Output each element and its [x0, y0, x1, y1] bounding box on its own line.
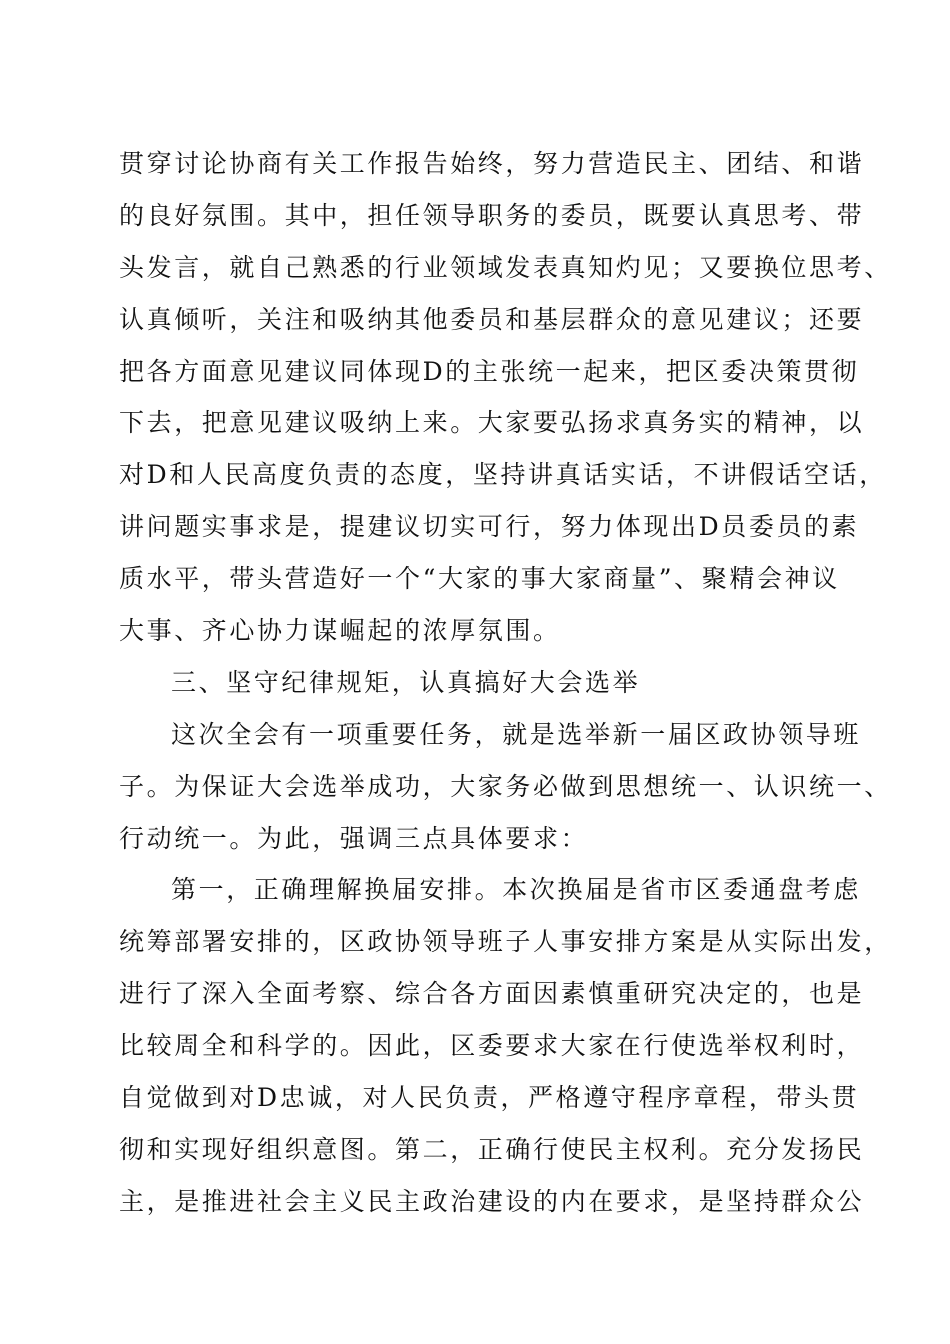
text-line: 统筹部署安排的，区政协领导班子人事安排方案是从实际出发，	[119, 927, 892, 957]
text-line: 彻和实现好组织意图。第二，正确行使民主权利。充分发扬民	[119, 1134, 865, 1164]
text-line: 进行了深入全面考察、综合各方面因素慎重研究决定的，也是	[119, 979, 865, 1009]
text-line: 主，是推进社会主义民主政治建设的内在要求，是坚持群众公	[119, 1186, 865, 1216]
text-line: 讲问题实事求是，提建议切实可行，努力体现出D员委员的素	[119, 512, 860, 542]
document-body	[119, 138, 892, 1228]
text-line: 比较周全和科学的。因此，区委要求大家在行使选举权利时，	[119, 1031, 865, 1061]
section-heading: 三、坚守纪律规矩，认真搞好大会选举	[171, 667, 641, 697]
text-line: 子。为保证大会选举成功，大家务必做到思想统一、认识统一、	[119, 771, 892, 801]
text-line: 下去，把意见建议吸纳上来。大家要弘扬求真务实的精神，以	[119, 408, 865, 438]
text-line: 行动统一。为此，强调三点具体要求：	[119, 823, 589, 853]
text-line: 认真倾听，关注和吸纳其他委员和基层群众的意见建议；还要	[119, 304, 865, 334]
text-line: 质水平，带头营造好一个“大家的事大家商量”、聚精会神议	[119, 564, 840, 594]
text-line: 贯穿讨论协商有关工作报告始终，努力营造民主、团结、和谐	[119, 149, 865, 178]
text-line: 对D和人民高度负责的态度，坚持讲真话实话，不讲假话空话，	[119, 460, 887, 490]
text-line: 把各方面意见建议同体现D的主张统一起来，把区委决策贯彻	[119, 356, 860, 386]
text-line: 大事、齐心协力谋崛起的浓厚氛围。	[119, 616, 561, 646]
text-line: 头发言，就自己熟悉的行业领域发表真知灼见；又要换位思考、	[119, 252, 892, 282]
text-line: 第一，正确理解换届安排。本次换届是省市区委通盘考虑	[171, 875, 862, 905]
text-line: 的良好氛围。其中，担任领导职务的委员，既要认真思考、带	[119, 200, 865, 230]
text-line: 自觉做到对D忠诚，对人民负责，严格遵守程序章程，带头贯	[119, 1083, 860, 1113]
text-line: 这次全会有一项重要任务，就是选举新一届区政协领导班	[171, 719, 862, 749]
